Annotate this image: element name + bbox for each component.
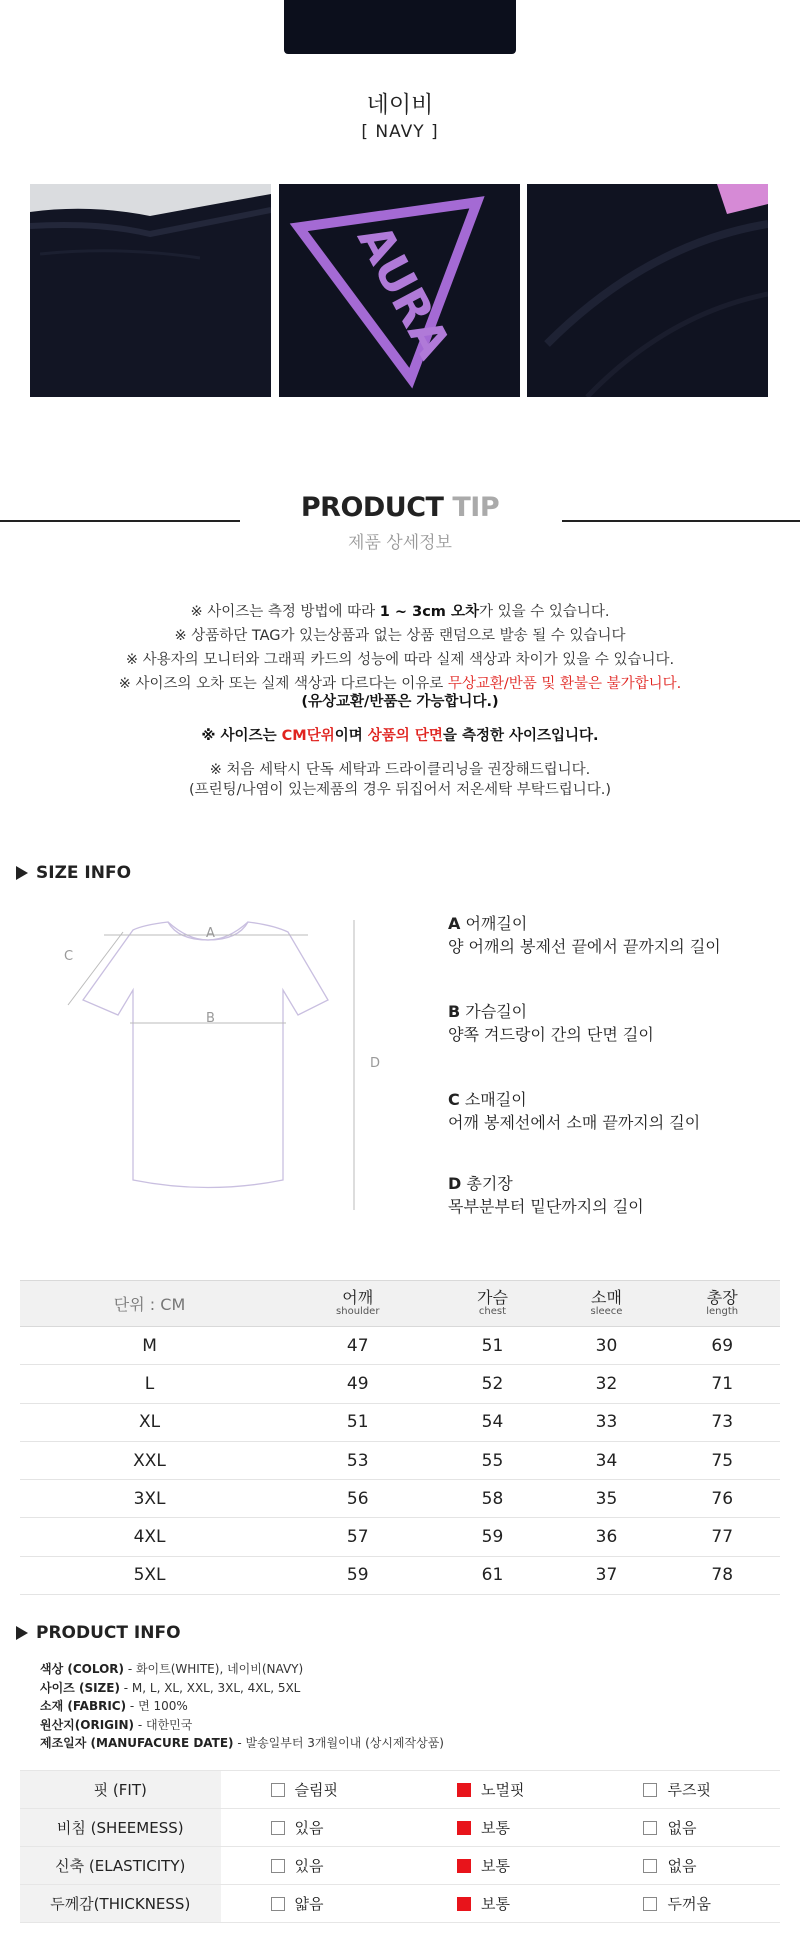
checkbox-icon [271,1783,285,1797]
checkbox-checked-icon [457,1897,471,1911]
feature-row-sheerness: 비침 (SHEEMESS) 있음 보통 없음 [20,1809,780,1847]
col-length: 총장 length [664,1281,780,1327]
table-row: 5XL 59 61 37 78 [20,1556,780,1594]
table-row: M 47 51 30 69 [20,1327,780,1365]
hem-detail-photo [527,184,768,397]
checkbox-icon [271,1859,285,1873]
feature-row-elasticity: 신축 (ELASTICITY) 있음 보통 없음 [20,1847,780,1885]
product-info-header: PRODUCT INFO [16,1623,181,1643]
desc-c: C 소매길이 어깨 봉제선에서 소매 끝까지의 길이 [448,1090,701,1132]
product-tip-subtitle: 제품 상세정보 [348,533,452,553]
triangle-icon [16,866,28,880]
checkbox-checked-icon [457,1821,471,1835]
checkbox-icon [643,1897,657,1911]
checkbox-icon [643,1821,657,1835]
label-b: B [206,1011,215,1026]
notice-2: ※ 상품하단 TAG가 있는상품과 없는 상품 랜덤으로 발송 될 수 있습니다 [174,628,626,644]
color-name-english: [ NAVY ] [361,122,439,142]
label-c: C [64,949,74,964]
product-image-top [284,0,516,54]
notice-4-sub: (유상교환/반품은 가능합니다.) [301,694,499,710]
size-table [20,1280,780,1595]
unit-header: 단위 : CM [20,1281,279,1327]
feature-row-thickness: 두께감(THICKNESS) 얇음 보통 두꺼움 [20,1885,780,1923]
notice-7: (프린팅/나염이 있는제품의 경우 뒤집어서 저온세탁 부탁드립니다.) [188,782,612,798]
col-chest: 가슴 chest [436,1281,548,1327]
desc-b: B 가슴길이 양쪽 겨드랑이 간의 단면 길이 [448,1002,654,1044]
print-detail-photo [279,184,520,397]
desc-d: D 총기장 목부분부터 밑단까지의 길이 [448,1174,644,1216]
notice-3: ※ 사용자의 모니터와 그래픽 카드의 성능에 따라 실제 색상과 차이가 있을 수 있습니다. [125,652,675,668]
info-date: 제조일자 (MANUFACURE DATE) - 발송일부터 3개월이내 (상시제작상품) [40,1736,444,1750]
col-shoulder: 어깨 shoulder [279,1281,436,1327]
info-origin: 원산지(ORIGIN) - 대한민국 [40,1717,193,1732]
notice-5: ※ 사이즈는 CM단위이며 상품의 단면을 측정한 사이즈입니다. [201,728,599,744]
checkbox-icon [643,1859,657,1873]
feature-row-fit: 핏 (FIT) 슬림핏 노멀핏 루즈핏 [20,1771,780,1809]
triangle-icon [16,1626,28,1640]
desc-a: A 어깨길이 양 어깨의 봉제선 끝에서 끝까지의 길이 [448,914,721,956]
table-row: XL 51 54 33 73 [20,1403,780,1441]
feature-table [20,1770,780,1923]
table-row: 3XL 56 58 35 76 [20,1480,780,1518]
info-color: 색상 (COLOR) - 화이트(WHITE), 네이비(NAVY) [40,1662,304,1676]
notice-list [0,600,800,802]
label-d: D [370,1056,381,1071]
table-row: XXL 53 55 34 75 [20,1441,780,1479]
label-a: A [206,926,215,941]
color-name: 네이비 [366,92,434,118]
info-size: 사이즈 (SIZE) - M, L, XL, XXL, 3XL, 4XL, 5XL [40,1680,301,1695]
print-text: AURA [346,215,462,367]
checkbox-checked-icon [457,1783,471,1797]
notice-1: ※ 사이즈는 측정 방법에 따라 1 ~ 3cm 오차가 있을 수 있습니다. [190,604,610,620]
info-fabric: 소재 (FABRIC) - 면 100% [40,1699,188,1713]
notice-6: ※ 처음 세탁시 단독 세탁과 드라이클리닝을 권장해드립니다. [209,762,591,778]
collar-detail-photo [30,184,271,397]
col-sleeve: 소매 sleece [549,1281,665,1327]
checkbox-checked-icon [457,1859,471,1873]
checkbox-icon [271,1897,285,1911]
table-row: L 49 52 32 71 [20,1365,780,1403]
size-info-header: SIZE INFO [16,863,131,883]
product-info-list [40,1660,444,1753]
table-row: 4XL 57 59 36 77 [20,1518,780,1556]
checkbox-icon [271,1821,285,1835]
checkbox-icon [643,1783,657,1797]
size-diagram [58,910,398,1234]
product-tip-title: PRODUCT TIP [300,492,500,523]
notice-4: ※ 사이즈의 오차 또는 실제 색상과 다르다는 이유로 무상교환/반품 및 환불은 불가합니다. [118,676,682,692]
